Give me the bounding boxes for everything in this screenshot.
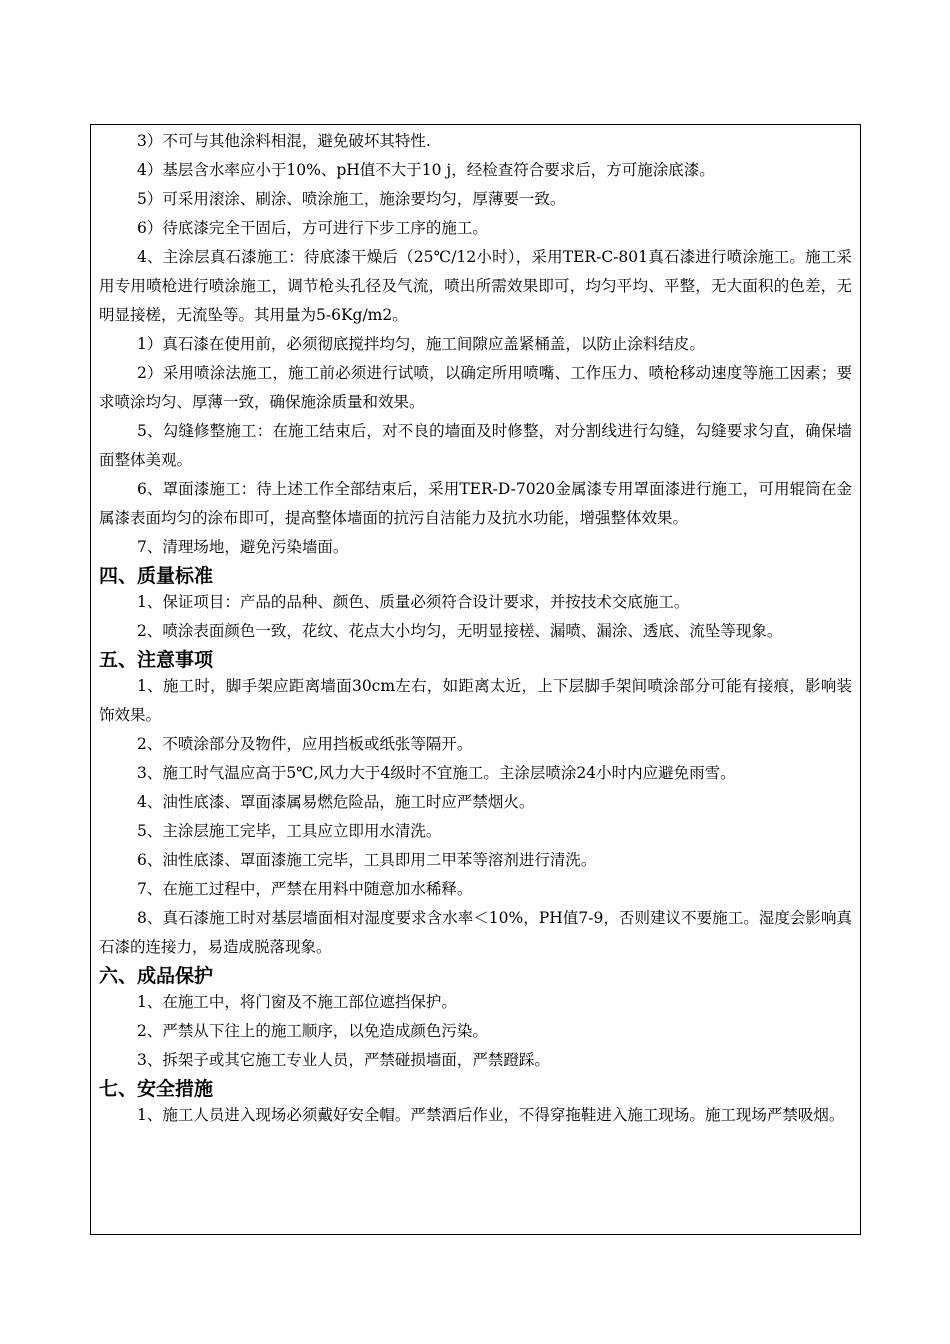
section-heading-safety: 七、安全措施	[99, 1078, 214, 1100]
section-heading-notes: 五、注意事项	[99, 649, 214, 671]
paragraph: 5）可采用滚涂、刷涂、喷涂施工，施涂要均匀，厚薄要一致。	[137, 190, 566, 208]
paragraph: 8、真石漆施工时对基层墙面相对湿度要求含水率＜10%，PH值7-9，否则建议不要施工。湿度会影响真石漆的连接力，易造成脱落现象。	[99, 909, 852, 956]
paragraph: 3、施工时气温应高于5℃,风力大于4级时不宜施工。主涂层喷涂24小时内应避免雨雪。	[137, 764, 736, 782]
paragraph: 5、主涂层施工完毕，工具应立即用水清洗。	[137, 822, 442, 840]
document-frame	[90, 124, 861, 1235]
paragraph: 1、施工时，脚手架应距离墙面30cm左右，如距离太近，上下层脚手架间喷涂部分可能有接痕，影响装饰效果。	[99, 677, 852, 724]
paragraph: 2、严禁从下往上的施工顺序，以免造成颜色污染。	[137, 1022, 488, 1040]
paragraph: 6）待底漆完全干固后，方可进行下步工序的施工。	[137, 219, 488, 237]
paragraph: 4、主涂层真石漆施工：待底漆干燥后（25℃/12小时），采用TER-C-801真石漆进行喷涂施工。施工采用专用喷枪进行喷涂施工，调节枪头孔径及气流，喷出所需效果即可，均匀平均、平整，无大面积的色差，无明显接槎，无流坠等。其用量为5-6Kg/m2。	[99, 248, 852, 324]
paragraph: 6、油性底漆、罩面漆施工完毕，工具即用二甲苯等溶剂进行清洗。	[137, 851, 597, 869]
paragraph: 1、在施工中，将门窗及不施工部位遮挡保护。	[137, 993, 457, 1011]
section-heading-protection: 六、成品保护	[99, 965, 214, 987]
paragraph: 6、罩面漆施工：待上述工作全部结束后，采用TER-D-7020金属漆专用罩面漆进行施工，可用辊筒在金属漆表面均匀的涂布即可，提高整体墙面的抗污自洁能力及抗水功能，增强整体效果。	[99, 480, 852, 527]
paragraph: 7、清理场地，避免污染墙面。	[137, 538, 349, 556]
section-heading-quality: 四、质量标准	[99, 565, 214, 587]
paragraph: 7、在施工过程中，严禁在用料中随意加水稀释。	[137, 880, 473, 898]
paragraph: 1）真石漆在使用前，必须彻底搅拌均匀，施工间隙应盖紧桶盖，以防止涂料结皮。	[137, 335, 705, 353]
paragraph: 2）采用喷涂法施工，施工前必须进行试喷，以确定所用喷嘴、工作压力、喷枪移动速度等施工因素；要求喷涂均匀、厚薄一致，确保施涂质量和效果。	[99, 364, 852, 411]
paragraph: 4）基层含水率应小于10%、pH值不大于10 j，经检查符合要求后，方可施涂底漆。	[137, 161, 715, 179]
paragraph: 1、施工人员进入现场必须戴好安全帽。严禁酒后作业，不得穿拖鞋进入施工现场。施工现场严禁吸烟。	[137, 1106, 845, 1124]
paragraph: 4、油性底漆、罩面漆属易燃危险品，施工时应严禁烟火。	[137, 793, 535, 811]
paragraph: 3、拆架子或其它施工专业人员，严禁碰损墙面，严禁蹬踩。	[137, 1051, 550, 1069]
paragraph: 2、不喷涂部分及物件，应用挡板或纸张等隔开。	[137, 735, 473, 753]
document-body	[99, 127, 852, 1130]
paragraph: 2、喷涂表面颜色一致，花纹、花点大小均匀，无明显接槎、漏喷、漏涂、透底、流坠等现象。	[137, 622, 783, 640]
paragraph: 1、保证项目：产品的品种、颜色、质量必须符合设计要求，并按技术交底施工。	[137, 593, 690, 611]
paragraph: 5、勾缝修整施工：在施工结束后，对不良的墙面及时修整，对分割线进行勾缝，勾缝要求匀直，确保墙面整体美观。	[99, 422, 852, 469]
paragraph: 3）不可与其他涂料相混，避免破坏其特性.	[137, 132, 431, 150]
